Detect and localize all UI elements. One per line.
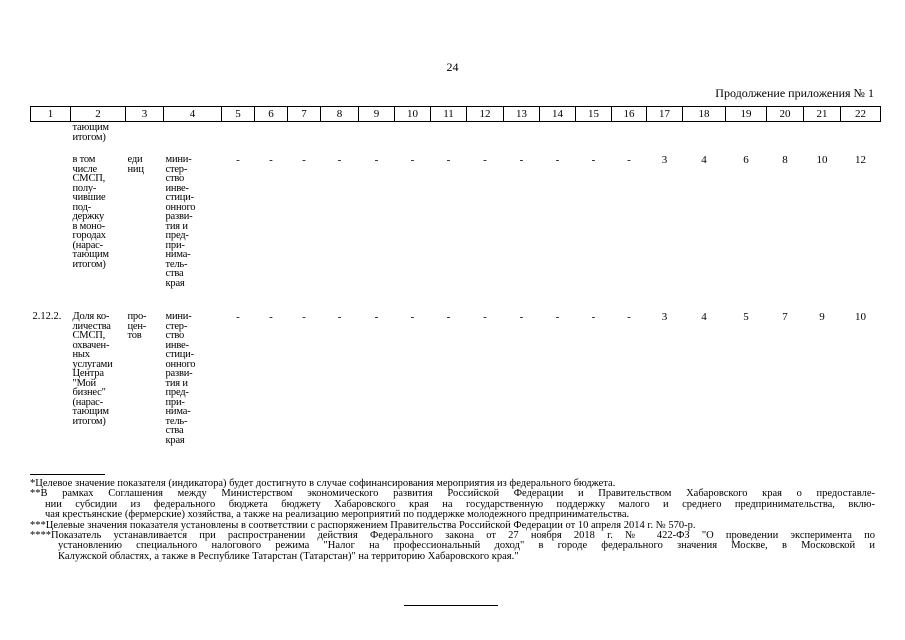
responsible-executor: мини- стер- ство инве- стици- онного разви- тия и пред- при- нима- тель- ства края	[165, 154, 196, 289]
table-row	[31, 306, 881, 462]
value-cell: -	[374, 311, 379, 323]
footnote-2	[30, 489, 875, 520]
footnote-line: Калужской областях, а также в Республике Татарстан (Татарстан)" на территорию Хабаровского края."	[58, 550, 519, 562]
table-header-row	[31, 107, 881, 122]
value-cell: -	[269, 311, 273, 323]
value-cell	[431, 122, 467, 153]
value-cell: -	[555, 154, 560, 166]
header-cell: 1	[31, 107, 71, 122]
header-cell: 19	[726, 107, 767, 122]
value-cell	[359, 122, 395, 153]
value-cell	[647, 122, 683, 153]
header-cell: 6	[255, 107, 288, 122]
page-number: 24	[446, 60, 459, 74]
value-cell: 7	[782, 311, 788, 323]
footnote-line: **В рамках Соглашения между Министерством экономического развития Российской Федерации и Правительством Хабаровского края о предоставле-	[30, 488, 875, 500]
value-cell: 4	[701, 311, 707, 323]
value-cell: -	[269, 154, 273, 166]
value-cell	[504, 122, 540, 153]
value-cell: -	[591, 311, 596, 323]
value-cell	[467, 122, 504, 153]
value-cell	[576, 122, 612, 153]
unit-cell: про- цен- тов	[127, 311, 147, 341]
indicator-name: в том числе СМСП, полу- чившие под- держку в моно- городах (нарас- тающим итогом)	[72, 154, 109, 270]
indicator-name: тающим итогом)	[72, 122, 109, 143]
header-cell: 15	[576, 107, 612, 122]
row-number	[31, 152, 71, 306]
value-cell: -	[236, 311, 240, 323]
value-cell	[612, 122, 647, 153]
footnote-line: ****Показатель устанавливается при распространении действия Федерального закона от 27 ноября 2018 г. № 422-ФЗ "О проведении эксперимента по	[30, 530, 875, 542]
value-cell	[841, 122, 881, 153]
bottom-rule	[404, 605, 498, 606]
header-cell: 17	[647, 107, 683, 122]
value-cell: -	[236, 154, 240, 166]
footnote-line: ***Целевые значения показателя установлены в соответствии с распоряжением Правительства Российской Федерации от 10 апреля 2014 г. № 570-р.	[30, 519, 696, 531]
header-cell: 12	[467, 107, 504, 122]
appendix-continuation-label: Продолжение приложения № 1	[715, 86, 874, 100]
value-cell: 10	[855, 311, 866, 323]
header-cell: 20	[767, 107, 804, 122]
value-cell: -	[591, 154, 596, 166]
footnote-line: *Целевое значение показателя (индикатора) будет достигнуто в случае софинансирования мероприятия из федерального бюджета.	[30, 478, 616, 489]
value-cell	[395, 122, 431, 153]
header-cell: 7	[288, 107, 321, 122]
header-cell: 11	[431, 107, 467, 122]
value-cell: 10	[816, 154, 828, 166]
value-cell: -	[410, 154, 415, 166]
value-cell	[726, 122, 767, 153]
value-cell: -	[302, 154, 306, 166]
value-cell: -	[627, 154, 631, 166]
value-cell	[683, 122, 726, 153]
header-cell: 13	[504, 107, 540, 122]
value-cell: 3	[661, 311, 668, 323]
value-cell: -	[446, 154, 451, 166]
header-cell: 2	[71, 107, 126, 122]
header-cell: 4	[164, 107, 222, 122]
footnotes	[30, 479, 875, 562]
row-number: 2.12.2.	[32, 311, 62, 322]
value-cell: 6	[743, 154, 749, 166]
unit-cell	[126, 122, 164, 153]
value-cell: -	[555, 311, 560, 323]
footnote-line: чая крестьянские (фермерские) хозяйства, а также на реализацию мероприятий по поддержке молодежного предпринимательства.	[45, 509, 630, 521]
responsible-executor	[164, 122, 222, 153]
value-cell: -	[337, 154, 342, 166]
value-cell: 8	[782, 154, 788, 166]
value-cell: -	[410, 311, 415, 323]
header-cell: 8	[321, 107, 359, 122]
value-cell	[767, 122, 804, 153]
table-row	[31, 122, 881, 153]
value-cell: -	[374, 154, 379, 166]
indicator-name: Доля ко- личества СМСП, охвачен- ных услугами Центра "Мой бизнес" (нарас- тающим итогом)	[72, 311, 113, 427]
value-cell	[222, 122, 255, 153]
value-cell: -	[302, 311, 306, 323]
value-cell: 3	[661, 154, 668, 166]
value-cell: 9	[819, 311, 825, 323]
header-cell: 3	[126, 107, 164, 122]
value-cell: 4	[701, 154, 707, 166]
header-cell: 18	[683, 107, 726, 122]
value-cell	[255, 122, 288, 153]
header-cell: 10	[395, 107, 431, 122]
value-cell: 5	[743, 311, 749, 323]
row-number	[31, 122, 71, 153]
value-cell	[288, 122, 321, 153]
indicators-table	[30, 106, 881, 462]
header-cell: 5	[222, 107, 255, 122]
header-cell: 21	[804, 107, 841, 122]
footnote-line: нии субсидии из федерального бюджета бюджету Хабаровского края на государственную поддержку малого и среднего предпринимательства, вклю-	[45, 498, 875, 510]
value-cell	[321, 122, 359, 153]
value-cell: -	[337, 311, 342, 323]
responsible-executor: мини- стер- ство инве- стици- онного разви- тия и пред- при- нима- тель- ства края	[165, 311, 196, 446]
value-cell: -	[519, 311, 524, 323]
footnote-line: установлению специального налогового режима "Налог на профессиональный доход" в городе федерального значения Москве, в Московской и	[58, 540, 875, 552]
footnote-4	[30, 531, 875, 562]
header-cell: 14	[540, 107, 576, 122]
value-cell: -	[483, 311, 487, 323]
table-row	[31, 152, 881, 306]
value-cell: -	[483, 154, 487, 166]
header-cell: 22	[841, 107, 881, 122]
value-cell	[540, 122, 576, 153]
footnote-separator	[30, 474, 105, 475]
unit-cell: еди ниц	[127, 154, 144, 175]
value-cell: -	[519, 154, 524, 166]
header-cell: 9	[359, 107, 395, 122]
value-cell: -	[446, 311, 451, 323]
header-cell: 16	[612, 107, 647, 122]
value-cell: 12	[855, 154, 866, 166]
value-cell	[804, 122, 841, 153]
value-cell: -	[627, 311, 631, 323]
